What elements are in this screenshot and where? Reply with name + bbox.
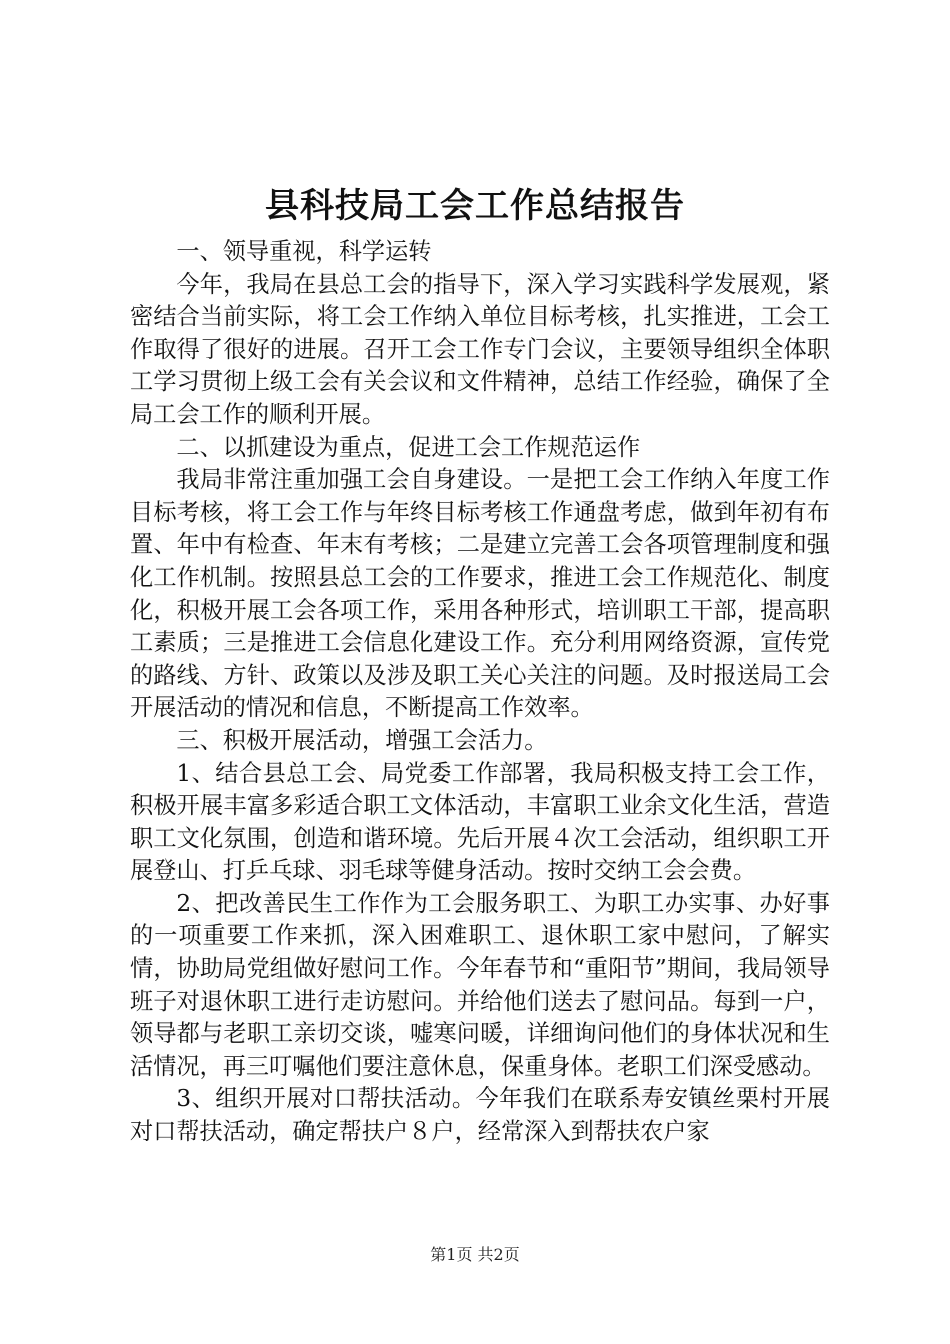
document-title: 县科技局工会工作总结报告	[265, 186, 685, 226]
section-heading-2: 二、以抓建设为重点，促进工会工作规范运作	[176, 433, 641, 461]
document-body	[130, 236, 830, 1149]
paragraph: 我局非常注重加强工会自身建设。一是把工会工作纳入年度工作目标考核，将工会工作与年终目标考核工作通盘考虑，做到年初有布置、年中有检查、年末有考核；二是建立完善工会各项管理制度和强化工作机制。按照县总工会的工作要求，推进工会工作规范化、制度化，积极开展工会各项工作，采用各种形式，培训职工干部，提高职工素质；三是推进工会信息化建设工作。充分利用网络资源，宣传党的路线、方针、政策以及涉及职工关心关注的问题。及时报送局工会开展活动的情况和信息，不断提高工作效率。	[130, 466, 830, 722]
section-heading-3: 三、积极开展活动，增强工会活力。	[176, 726, 548, 754]
paragraph: 1、结合县总工会、局党委工作部署，我局积极支持工会工作，积极开展丰富多彩适合职工文体活动，丰富职工业余文化生活，营造职工文化氛围，创造和谐环境。先后开展４次工会活动，组织职工开展登山、打乒乓球、羽毛球等健身活动。按时交纳工会会费。	[130, 759, 830, 885]
paragraph: 今年，我局在县总工会的指导下，深入学习实践科学发展观，紧密结合当前实际，将工会工作纳入单位目标考核，扎实推进，工会工作取得了很好的进展。召开工会工作专门会议，主要领导组织全体职工学习贯彻上级工会有关会议和文件精神，总结工作经验，确保了全局工会工作的顺利开展。	[130, 270, 830, 428]
paragraph: 3、组织开展对口帮扶活动。今年我们在联系寿安镇丝栗村开展对口帮扶活动，确定帮扶户８户，经常深入到帮扶农户家	[130, 1085, 830, 1146]
paragraph: 2、把改善民生工作作为工会服务职工、为职工办实事、办好事的一项重要工作来抓，深入困难职工、退休职工家中慰问，了解实情，协助局党组做好慰问工作。今年春节和“重阳节”期间，我局领导班子对退休职工进行走访慰问。并给他们送去了慰问品。每到一户，领导都与老职工亲切交谈，嘘寒问暖，详细询问他们的身体状况和生活情况，再三叮嘱他们要注意休息，保重身体。老职工们深受感动。	[130, 889, 830, 1080]
section-heading-1: 一、领导重视，科学运转	[176, 238, 432, 265]
page-number-footer: 第1页 共2页	[430, 1245, 520, 1264]
